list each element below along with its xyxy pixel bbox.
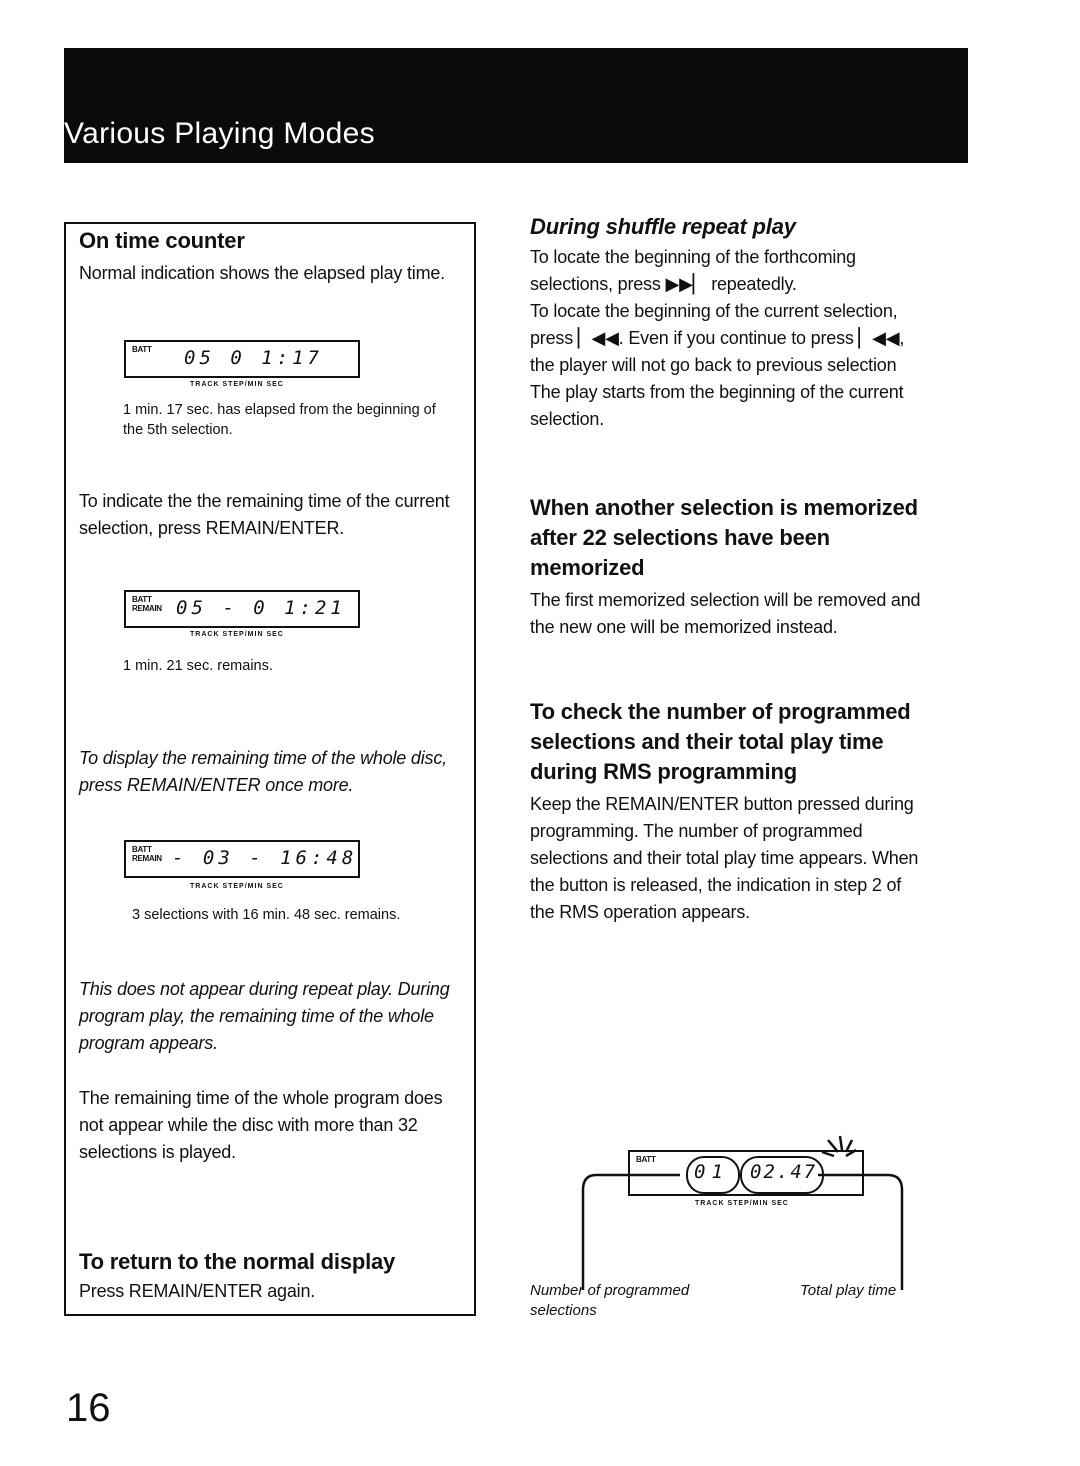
- on-time-heading: On time counter: [79, 228, 245, 253]
- check-heading: To check the number of programmed selections and their total play time during RMS programming: [530, 699, 911, 784]
- lcd-digits: - 03 - 16:48: [172, 847, 358, 869]
- on-time-text: Normal indication shows the elapsed play time.: [79, 263, 445, 283]
- right-column: [530, 212, 930, 926]
- lcd-labels: TRACK STEP/MIN SEC: [190, 381, 284, 388]
- caption-remaining: 1 min. 21 sec. remains.: [123, 658, 273, 674]
- note-32-selections: The remaining time of the whole program does not appear while the disc with more than 32 selections is played.: [79, 1088, 443, 1162]
- batt-indicator: BATT: [636, 1155, 656, 1164]
- return-heading: To return to the normal display: [79, 1249, 396, 1274]
- shuffle-heading: During shuffle repeat play: [530, 214, 796, 239]
- lcd-labels: TRACK STEP/MIN SEC: [695, 1200, 789, 1207]
- lcd-labels: TRACK STEP/MIN SEC: [190, 631, 284, 638]
- remaining-disc-text: To display the remaining time of the whole disc, press REMAIN/ENTER once more.: [79, 748, 447, 795]
- shuffle-text-forward: To locate the beginning of the forthcoming selections, press ▶▶▏ repeatedly.: [530, 247, 856, 294]
- remaining-selection-text: To indicate the the remaining time of the current selection, press REMAIN/ENTER.: [79, 491, 450, 538]
- program-count-digits: 01: [694, 1161, 729, 1183]
- lcd-digits: 05 - 0 1:21: [176, 597, 346, 619]
- check-text: Keep the REMAIN/ENTER button pressed during programming. The number of programmed selections and their total play time appears. When the button is released, the indication in step 2 of the RMS operation appears.: [530, 794, 919, 922]
- lcd-display-elapsed: [124, 340, 360, 378]
- left-column: [79, 226, 464, 287]
- return-text: Press REMAIN/ENTER again.: [79, 1281, 316, 1301]
- total-time-digits: 02.47: [750, 1161, 818, 1183]
- caption-disc: 3 selections with 16 min. 48 sec. remains.: [132, 907, 401, 923]
- shuffle-text-back: To locate the beginning of the current selection, press ▏◀◀. Even if you continue to press ▏◀◀, the player will not go back to previous selection The play starts from the beginning of the current selection.: [530, 301, 905, 429]
- label-total-time: Total play time: [800, 1282, 897, 1299]
- caption-elapsed: 1 min. 17 sec. has elapsed from the beginning of the 5th selection.: [123, 402, 436, 438]
- memorized-heading: When another selection is memorized after 22 selections have been memorized: [530, 495, 918, 580]
- note-repeat: This does not appear during repeat play. During program play, the remaining time of the whole program appears.: [79, 979, 450, 1053]
- lcd-display-disc: [124, 840, 360, 878]
- batt-remain-indicator: BATT REMAIN: [132, 845, 162, 863]
- batt-indicator: BATT: [132, 345, 152, 354]
- lcd-digits: 05 0 1:17: [184, 347, 323, 369]
- page-number: 16: [66, 1386, 111, 1430]
- lcd-display-program: [628, 1150, 864, 1196]
- batt-remain-indicator: BATT REMAIN: [132, 595, 162, 613]
- page-title: Various Playing Modes: [64, 117, 375, 150]
- lcd-labels: TRACK STEP/MIN SEC: [190, 883, 284, 890]
- label-program-count: Number of programmed selections: [530, 1282, 690, 1319]
- lcd-display-remaining: [124, 590, 360, 628]
- title-banner: [64, 48, 968, 163]
- memorized-text: The first memorized selection will be removed and the new one will be memorized instead.: [530, 590, 921, 637]
